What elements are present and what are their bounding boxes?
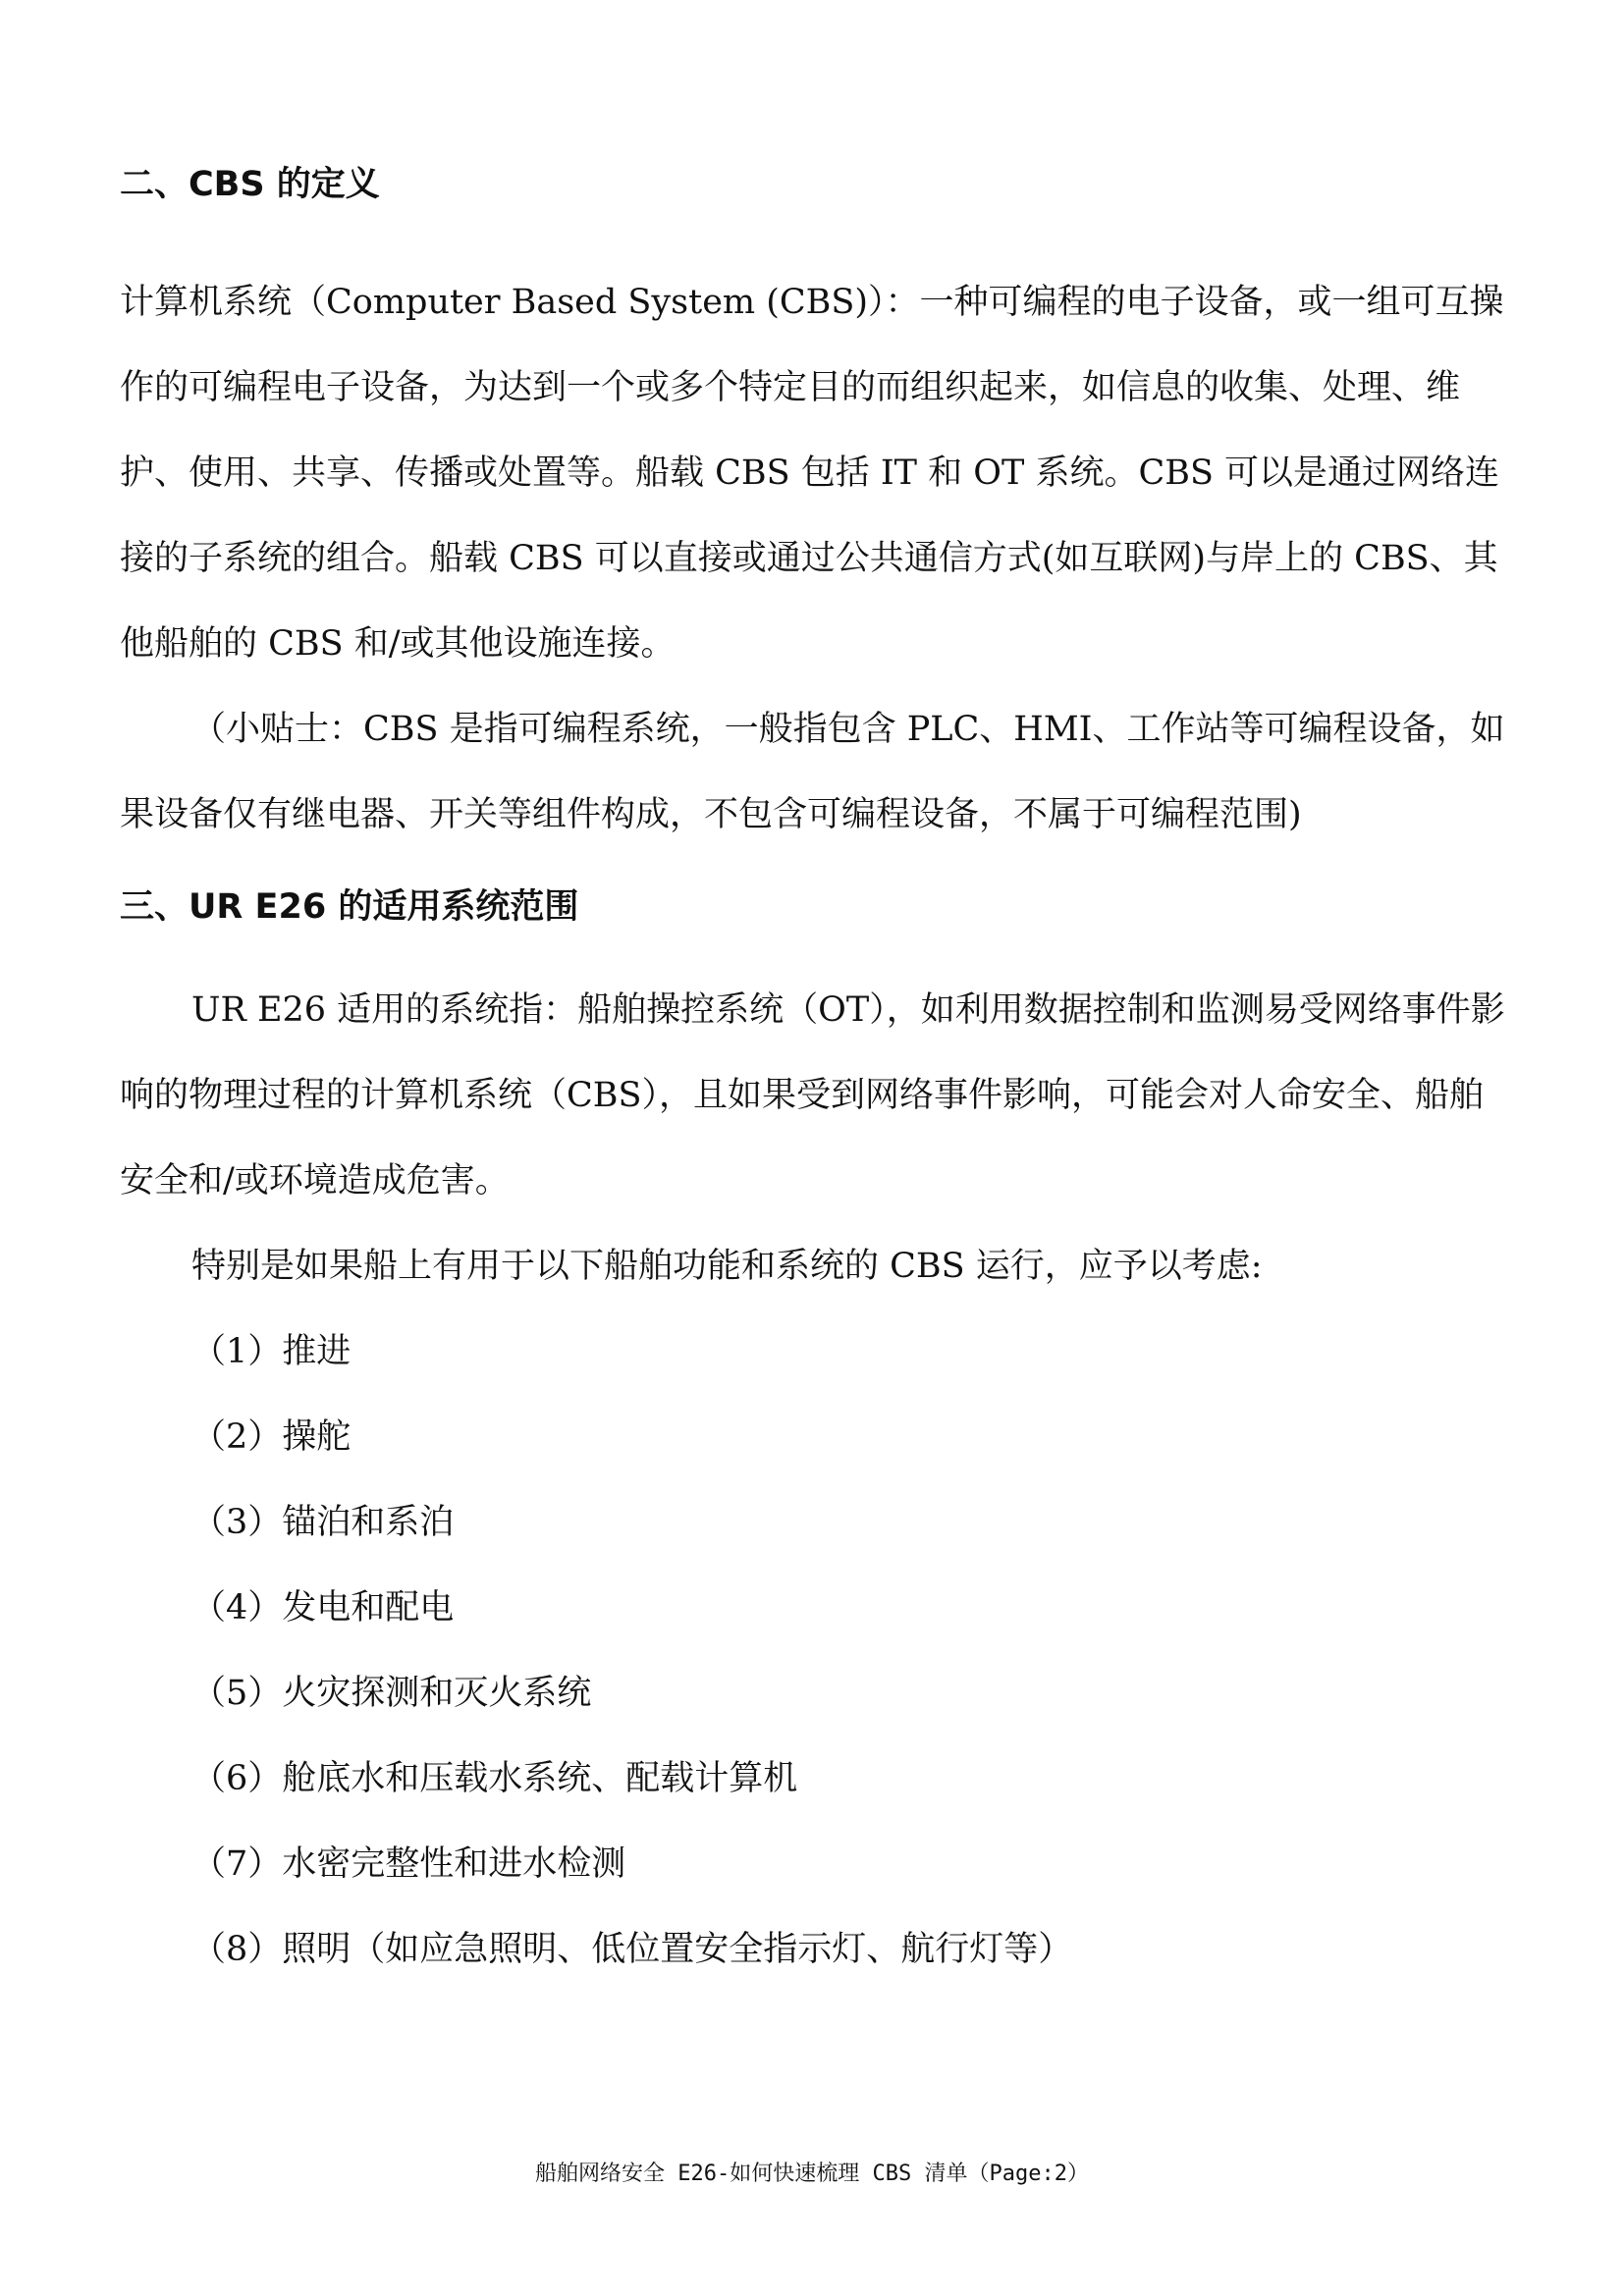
systems-intro-paragraph: 特别是如果船上有用于以下船舶功能和系统的 CBS 运行，应予以考虑: (191, 1247, 1263, 1286)
list-item: （2）操舵 (191, 1417, 352, 1457)
tip-paragraph: （小贴士：CBS 是指可编程系统，一般指包含 PLC、HMI、工作站等可编程设备，如果设备仅有继电器、开关等组件构成，不包含可编程设备，不属于可编程范围) (120, 710, 1505, 834)
list-item: （5）火灾探测和灭火系统 (191, 1674, 592, 1713)
scope-paragraph: UR E26 适用的系统指：船舶操控系统（OT），如利用数据控制和监测易受网络事件影响的物理过程的计算机系统（CBS），且如果受到网络事件影响，可能会对人命安全、船舶安全和/或环境造成危害。 (120, 990, 1505, 1201)
list-item: （3）锚泊和系泊 (191, 1503, 455, 1542)
page-footer: 船舶网络安全 E26-如何快速梳理 CBS 清单（Page:2） (535, 2162, 1089, 2186)
list-item: （6）舱底水和压载水系统、配载计算机 (191, 1759, 798, 1798)
section-heading-scope: 三、UR E26 的适用系统范围 (120, 887, 579, 927)
section-heading-cbs-definition: 二、CBS 的定义 (120, 165, 380, 204)
systems-list (120, 1309, 1514, 1993)
list-item: （8）照明（如应急照明、低位置安全指示灯、航行灯等） (191, 1930, 1073, 1969)
cbs-definition-paragraph: 计算机系统（Computer Based System (CBS)）：一种可编程的电子设备，或一组可互操作的可编程电子设备，为达到一个或多个特定目的而组织起来，如信息的收集、处理、维护、使用、共享、传播或处置等。船载 CBS 包括 IT 和 OT 系统。CBS 可以是通过网络连接的子系统的组合。船载 CBS 可以直接或通过公共通信方式(如互联网)与岸上的 CBS、其他船舶的 CBS 和/或其他设施连接。 (120, 283, 1504, 664)
list-item: （7）水密完整性和进水检测 (191, 1844, 626, 1884)
list-item: （1）推进 (191, 1332, 352, 1371)
list-item: （4）发电和配电 (191, 1588, 455, 1628)
document-body (120, 155, 1514, 1993)
